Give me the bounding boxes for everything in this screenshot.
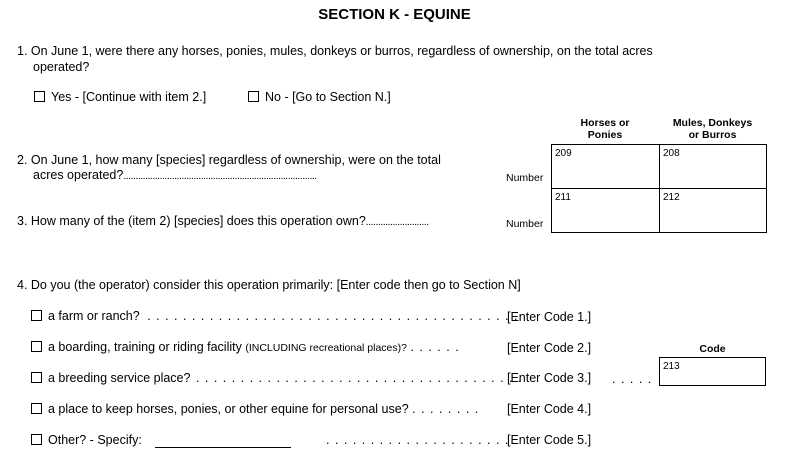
q1-text-line1: 1. On June 1, were there any horses, ponies, mules, donkeys or burros, regardless of ownership, on the total acres [17, 44, 653, 58]
personal-label: a place to keep horses, ponies, or other equine for personal use? [48, 402, 409, 416]
column-header-horses-line1: Horses or [580, 117, 630, 129]
farm-dots: . . . . . . . . . . . . . . . . . . . . . . . . . . . . . . . . . . . . . . . . . . [147, 309, 519, 323]
q4-option-other[interactable] [31, 433, 291, 448]
q4-text: 4. Do you (the operator) consider this operation primarily: [Enter code then go to Section N] [17, 278, 521, 292]
column-header-horses [551, 117, 659, 141]
other-checkbox[interactable] [31, 434, 42, 445]
code-header: Code [699, 343, 726, 355]
column-header-mules [659, 117, 766, 141]
q3-text-label: 3. How many of the (item 2) [species] does this operation own? [17, 214, 366, 228]
q2-leader-dots: ................................................................................ [123, 170, 317, 182]
personal-checkbox[interactable] [31, 403, 42, 414]
other-code-label: [Enter Code 5.] [507, 433, 592, 447]
q2-unit-label: Number [506, 172, 544, 184]
q3-horses-cell[interactable] [551, 188, 660, 233]
no-checkbox[interactable] [248, 91, 259, 102]
farm-label: a farm or ranch? [48, 309, 140, 323]
q2-text-line1: 2. On June 1, how many [species] regardless of ownership, were on the total [17, 153, 441, 167]
q4-option-breeding[interactable] [31, 371, 522, 386]
q3-unit-label: Number [506, 218, 544, 230]
q4-option-personal[interactable] [31, 402, 479, 417]
q3-mules-cell-number: 212 [663, 192, 680, 203]
breeding-code-label: [Enter Code 3.] [507, 371, 592, 385]
code-cell[interactable] [659, 357, 766, 386]
q4-option-farm[interactable] [31, 309, 518, 324]
farm-checkbox[interactable] [31, 310, 42, 321]
q3-leader-dots: .......................... [365, 216, 429, 228]
personal-dots: . . . . . . . . [412, 402, 480, 416]
code-leader-dots: . . . . . [612, 372, 653, 386]
personal-code-label: [Enter Code 4.] [507, 402, 592, 416]
column-header-mules-line1: Mules, Donkeys [672, 117, 753, 129]
q1-text-line2: operated? [33, 60, 90, 74]
boarding-dots: . . . . . . [410, 340, 460, 354]
other-dots: . . . . . . . . . . . . . . . . . . . . . [326, 433, 510, 447]
breeding-label: a breeding service place? [48, 371, 191, 385]
q4-option-boarding[interactable] [31, 340, 460, 356]
q2-text-line2-label: acres operated? [33, 168, 124, 182]
code-cell-number: 213 [663, 361, 680, 372]
farm-code-label: [Enter Code 1.] [507, 310, 592, 324]
q3-horses-cell-number: 211 [555, 192, 571, 203]
q1-no-option[interactable] [248, 90, 391, 105]
q2-horses-cell-number: 209 [555, 148, 572, 159]
column-header-mules-line2: or Burros [688, 129, 737, 141]
boarding-checkbox[interactable] [31, 341, 42, 352]
other-specify-field[interactable] [155, 435, 291, 448]
boarding-label: a boarding, training or riding facility [48, 340, 242, 354]
yes-label: Yes - [Continue with item 2.] [51, 90, 207, 104]
column-header-horses-line2: Ponies [587, 129, 623, 141]
q1-yes-option[interactable] [34, 90, 206, 105]
q2-mules-cell-number: 208 [663, 148, 680, 159]
breeding-checkbox[interactable] [31, 372, 42, 383]
section-title: SECTION K - EQUINE [318, 6, 471, 23]
q3-text [17, 214, 429, 230]
boarding-note: (INCLUDING recreational places)? [245, 342, 407, 354]
q2-mules-cell[interactable] [659, 144, 767, 189]
q2-text-line2 [33, 168, 317, 184]
q2-horses-cell[interactable] [551, 144, 660, 189]
other-label: Other? - Specify: [48, 433, 142, 447]
q3-mules-cell[interactable] [659, 188, 767, 233]
breeding-dots: . . . . . . . . . . . . . . . . . . . . . . . . . . . . . . . . . . . . . [195, 371, 523, 385]
yes-checkbox[interactable] [34, 91, 45, 102]
no-label: No - [Go to Section N.] [265, 90, 391, 104]
boarding-code-label: [Enter Code 2.] [507, 341, 592, 355]
